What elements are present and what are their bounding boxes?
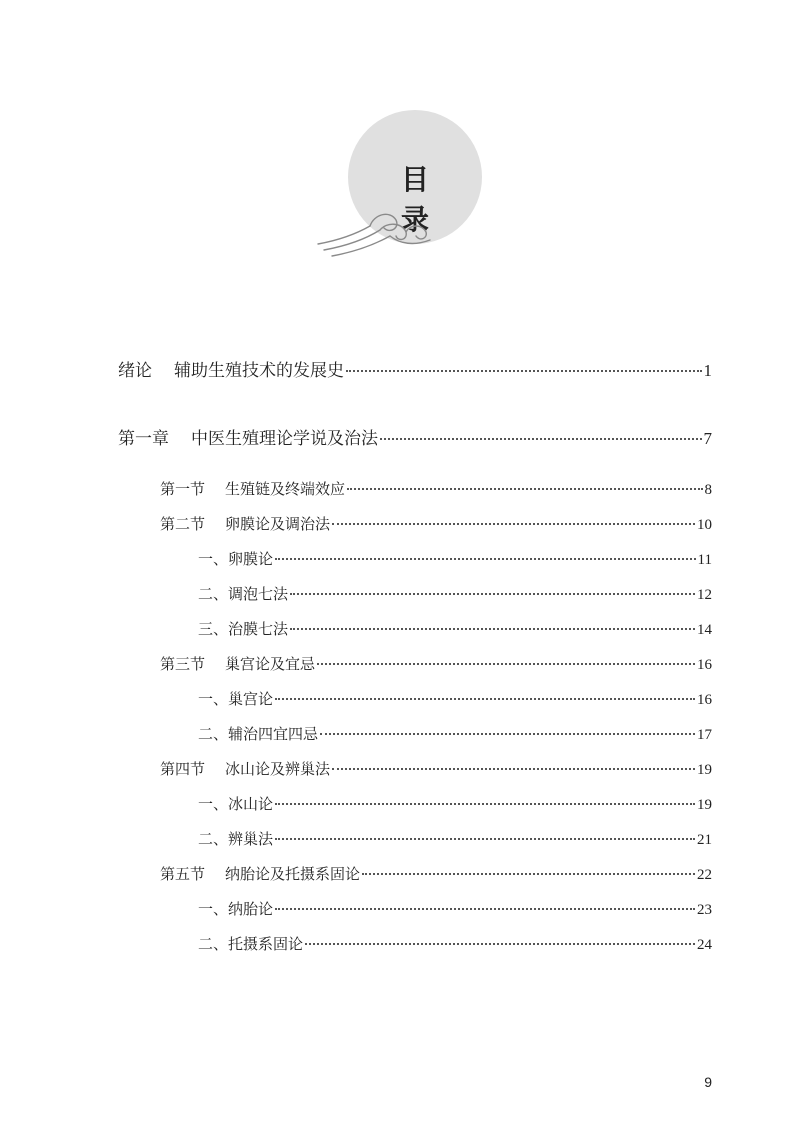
toc-entry-page: 1: [703, 361, 712, 380]
cloud-ornament-icon: [310, 200, 440, 270]
toc-entry-page: 16: [697, 692, 712, 708]
toc-entry-text: 一、卵膜论: [198, 550, 274, 568]
toc-entry-page: 11: [697, 552, 712, 568]
toc-entry[interactable]: [160, 863, 712, 884]
toc-entry-text: 辅助生殖技术的发展史: [174, 361, 344, 381]
toc-entry-number: 第一节: [160, 480, 206, 498]
toc-entry-page: 8: [704, 482, 712, 498]
toc-entry-page: 10: [697, 517, 712, 533]
toc-leader-dots: [305, 943, 695, 945]
toc-entry-page: 12: [697, 587, 712, 603]
toc-leader-dots: [362, 873, 695, 875]
toc-entry-number: 第一章: [118, 429, 169, 449]
toc-entry-page: 21: [697, 832, 712, 848]
toc-entry-label: [198, 898, 273, 919]
toc-entry-text: 二、辨巢法: [198, 830, 274, 848]
toc-entry[interactable]: [198, 688, 712, 709]
toc-entry[interactable]: [198, 933, 712, 954]
toc-entry-label: [198, 548, 273, 569]
toc-entry-label: [118, 424, 378, 449]
page-title: 目 录: [400, 163, 451, 236]
toc-entry[interactable]: [198, 793, 712, 814]
toc-entry-label: [198, 583, 288, 604]
toc-leader-dots: [332, 768, 695, 770]
toc-title-block: [300, 100, 500, 280]
toc-entry[interactable]: [198, 723, 712, 744]
toc-entry-number: 第三节: [160, 655, 206, 673]
toc-leader-dots: [275, 908, 695, 910]
toc-entry-text: 巢宫论及宜忌: [225, 655, 316, 673]
toc-entry-page: 19: [697, 797, 712, 813]
toc-entry[interactable]: [198, 548, 712, 569]
toc-entry-text: 生殖链及终端效应: [225, 480, 346, 498]
toc-entry[interactable]: [198, 828, 712, 849]
toc-entry[interactable]: [160, 653, 712, 674]
toc-entry-text: 中医生殖理论学说及治法: [191, 429, 378, 449]
toc-entry-page: 19: [697, 762, 712, 778]
toc-entry-label: [198, 793, 273, 814]
toc-entry[interactable]: [160, 513, 712, 534]
toc-entry-label: [160, 478, 345, 499]
toc-entry-label: [198, 618, 288, 639]
toc-entry-page: 23: [697, 902, 712, 918]
toc-entry-text: 二、辅治四宜四忌: [198, 725, 319, 743]
toc-entry-page: 7: [703, 429, 712, 448]
toc-entry-text: 一、冰山论: [198, 795, 274, 813]
toc-entry-number: 第四节: [160, 760, 206, 778]
toc-entry-text: 冰山论及辨巢法: [225, 760, 331, 778]
toc-entry-number: 绪论: [118, 361, 152, 381]
toc-entry-label: [160, 758, 330, 779]
toc-leader-dots: [332, 523, 695, 525]
toc-leader-dots: [317, 663, 695, 665]
toc-entry-text: 卵膜论及调治法: [225, 515, 331, 533]
toc-leader-dots: [346, 370, 702, 372]
toc-leader-dots: [275, 698, 695, 700]
toc-entry[interactable]: [198, 898, 712, 919]
toc-entry-label: [160, 863, 360, 884]
toc-leader-dots: [275, 803, 695, 805]
page-number: 9: [704, 1074, 712, 1090]
toc-entry-text: 纳胎论及托摄系固论: [225, 865, 361, 883]
toc-entry[interactable]: [198, 618, 712, 639]
toc-entry[interactable]: [160, 478, 712, 499]
toc-entry-page: 22: [697, 867, 712, 883]
toc-entry-number: 第二节: [160, 515, 206, 533]
toc-leader-dots: [275, 558, 696, 560]
toc-entry-page: 17: [697, 727, 712, 743]
toc-entry-label: [160, 653, 315, 674]
toc-entry[interactable]: [198, 583, 712, 604]
toc-leader-dots: [347, 488, 702, 490]
toc-entry-text: 三、治膜七法: [198, 620, 289, 638]
toc-entry-label: [118, 356, 344, 381]
toc-leader-dots: [320, 733, 695, 735]
toc-leader-dots: [290, 593, 695, 595]
toc-entry-label: [198, 933, 303, 954]
toc-entry-label: [160, 513, 330, 534]
toc-entry-page: 16: [697, 657, 712, 673]
toc-leader-dots: [275, 838, 695, 840]
toc-entry-page: 14: [697, 622, 712, 638]
toc-entry-text: 二、托摄系固论: [198, 935, 304, 953]
toc-leader-dots: [290, 628, 695, 630]
toc-entry-text: 一、纳胎论: [198, 900, 274, 918]
toc-entry-label: [198, 828, 273, 849]
toc-entry-number: 第五节: [160, 865, 206, 883]
toc-entry[interactable]: [160, 758, 712, 779]
toc-leader-dots: [380, 438, 702, 440]
toc-entry-label: [198, 688, 273, 709]
toc-entry-page: 24: [697, 937, 712, 953]
toc-entry[interactable]: [118, 424, 712, 449]
toc-entry-text: 一、巢宫论: [198, 690, 274, 708]
toc-entry[interactable]: [118, 356, 712, 381]
toc-entry-label: [198, 723, 318, 744]
toc-entry-text: 二、调泡七法: [198, 585, 289, 603]
